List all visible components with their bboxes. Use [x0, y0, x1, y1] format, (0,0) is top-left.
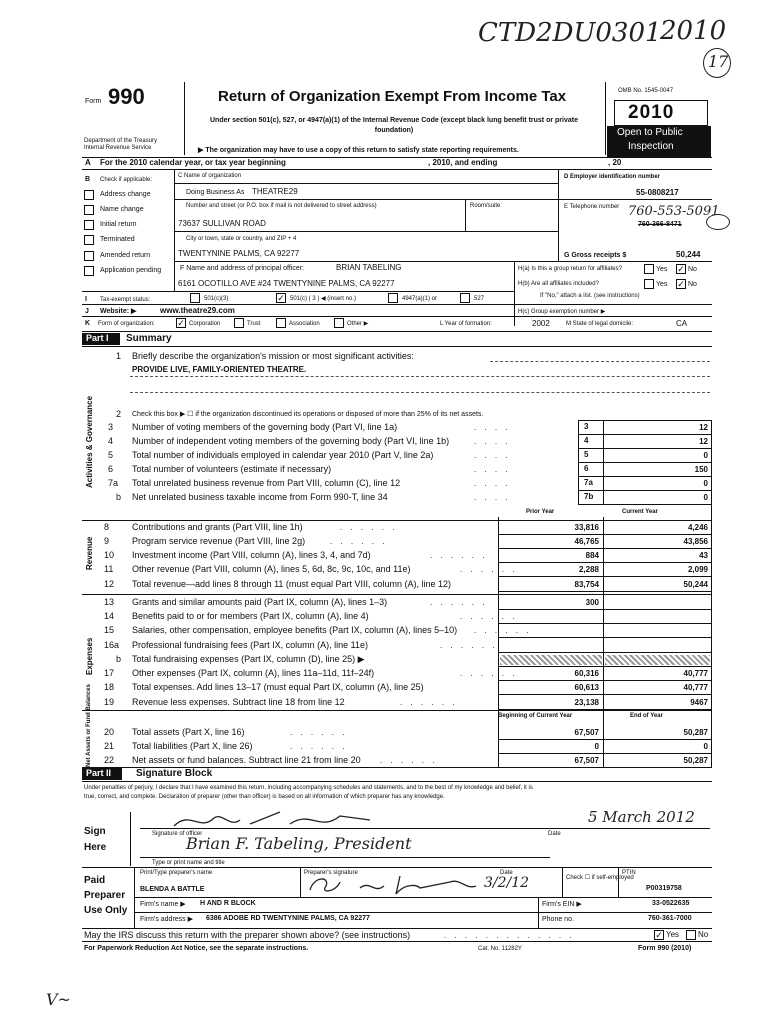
gross-receipts-value: 50,244	[676, 250, 701, 259]
revenue-line-current: 50,244	[683, 580, 708, 589]
revenue-line-text: Total revenue—add lines 8 through 11 (must equal Part VIII, column (A), line 12)	[132, 579, 451, 589]
discuss-dots: . . . . . . . . . . . . .	[444, 931, 575, 940]
revenue-line-prior: 884	[585, 551, 599, 560]
perjury-line1: Under penalties of perjury, I declare that I have examined this return, including accompanying schedules and statements, and to the best of my knowledge and belief, it is	[84, 785, 533, 791]
expense-line-text: Total fundraising expenses (Part IX, column (D), line 25) ▶	[132, 654, 365, 664]
line2-number: 2	[116, 409, 122, 419]
expense-line-current: 40,777	[683, 669, 708, 678]
type-name-label: Type or print name and title	[152, 860, 225, 866]
label-other: Other ▶	[347, 321, 369, 327]
checkbox-501c3[interactable]	[190, 293, 200, 303]
part2-tag: Part II	[86, 768, 112, 778]
officer-label: F Name and address of principal officer:	[180, 265, 304, 272]
gov-line-number: 6	[108, 464, 114, 474]
tax-year: 2010	[628, 102, 675, 123]
gross-receipts-label: G Gross receipts $	[564, 252, 627, 259]
label-527: 527	[474, 296, 485, 302]
handwritten-reference: CTD2DU0301	[478, 18, 662, 48]
corner-mark: V~	[46, 990, 71, 1009]
expense-line-number: 15	[104, 625, 115, 635]
label-501c3: 501(c)(3)	[204, 296, 229, 302]
net-asset-line-number: 21	[104, 741, 115, 751]
revenue-line-current: 2,099	[687, 565, 708, 574]
dba-label: Doing Business As	[186, 189, 245, 196]
checkbox-501c[interactable]: ✓	[277, 293, 285, 303]
gov-line-dots: . . . .	[474, 493, 511, 502]
ptin-label: PTIN	[622, 870, 636, 876]
label-initial-return: Initial return	[100, 221, 137, 228]
expense-line-prior: 300	[585, 598, 599, 607]
row-dots: . . . . . .	[330, 537, 388, 546]
website-label: Website: ▶	[100, 308, 137, 315]
gov-row-rule	[578, 504, 712, 505]
paid-label: Paid	[84, 875, 106, 886]
revenue-line-rule	[498, 562, 712, 563]
ein-value: 55-0808217	[636, 188, 679, 197]
gov-line-value: 12	[699, 423, 708, 432]
revenue-line-current: 43	[699, 551, 708, 560]
side-label-net-assets: Net Assets or Fund Balances	[86, 684, 92, 767]
year-formation-value: 2002	[532, 319, 550, 328]
gov-line-number: 3	[108, 422, 114, 432]
checkbox-initial-return[interactable]	[84, 220, 94, 230]
shaded-cell-current	[605, 655, 710, 665]
revenue-line-rule	[498, 576, 712, 577]
gov-line-value: 0	[703, 479, 708, 488]
revenue-line-number: 10	[104, 550, 115, 560]
dept-treasury: Department of the Treasury	[84, 138, 158, 144]
net-asset-line-number: 20	[104, 727, 115, 737]
net-asset-line-text: Total assets (Part X, line 16)	[132, 727, 245, 737]
section-b-label: Check if applicable:	[100, 177, 153, 183]
line-i-letter: I	[85, 296, 87, 303]
preparer-signature-label: Preparer's signature	[304, 870, 358, 876]
gov-row-rule	[578, 434, 712, 435]
expense-line-text: Revenue less expenses. Subtract line 18 from line 12	[132, 697, 345, 707]
line-a-letter: A	[85, 158, 91, 167]
col-end-year: End of Year	[630, 713, 663, 719]
form-footer: Form 990 (2010)	[638, 945, 692, 952]
open-to-public: Open to Public	[617, 127, 683, 138]
h-b-no: No	[688, 281, 697, 288]
circled-number-text: 17	[708, 52, 729, 71]
firm-address: 6386 ADOBE RD TWENTYNINE PALMS, CA 92277	[206, 915, 370, 922]
expense-line-number: 18	[104, 682, 115, 692]
paperwork-notice: For Paperwork Reduction Act Notice, see the separate instructions.	[84, 945, 309, 952]
gov-line-value: 0	[703, 493, 708, 502]
line-k-letter: K	[85, 320, 91, 327]
line-a-mid: , 2010, and ending	[428, 158, 498, 167]
mission-answer: PROVIDE LIVE, FAMILY-ORIENTED THEATRE.	[132, 365, 307, 374]
tax-exempt-label: Tax-exempt status:	[100, 297, 151, 303]
gov-row-rule	[578, 490, 712, 491]
row-dots: . . . . . .	[290, 742, 348, 751]
perjury-line2: true, correct, and complete. Declaration of preparer (other than officer) is based on all information of which preparer has any knowledge.	[84, 794, 445, 800]
gov-line-box-number: 6	[584, 464, 589, 473]
gov-line-box-number: 7a	[584, 478, 593, 487]
gov-line-value: 0	[703, 451, 708, 460]
h-a-no: No	[688, 266, 697, 273]
gov-line-dots: . . . .	[474, 437, 511, 446]
gov-line-dots: . . . .	[474, 451, 511, 460]
inspection: Inspection	[628, 141, 674, 152]
gov-line-number: 7a	[108, 478, 119, 488]
signature-date-label: Date	[548, 831, 561, 837]
gov-line-dots: . . . .	[474, 479, 511, 488]
row-dots: . . . . . .	[290, 728, 348, 737]
expense-line-prior: 60,613	[574, 683, 599, 692]
revenue-line-rule	[498, 591, 712, 592]
revenue-line-number: 9	[104, 536, 110, 546]
side-label-expenses: Expenses	[85, 637, 94, 675]
net-asset-line-rule	[498, 753, 712, 754]
expense-line-rule	[498, 609, 712, 610]
net-asset-line-current: 0	[703, 742, 708, 751]
city-value: TWENTYNINE PALMS, CA 92277	[178, 249, 300, 258]
h-c-label: H(c) Group exemption number ▶	[518, 309, 606, 315]
preparer-name-label: Print/Type preparer's name	[140, 870, 213, 876]
net-asset-line-rule	[498, 739, 712, 740]
self-employed-label: Check ☐ if self-employed	[566, 875, 634, 881]
state-domicile-value: CA	[676, 319, 688, 328]
col-prior-year: Prior Year	[526, 509, 555, 515]
expense-line-number: b	[116, 654, 122, 664]
officer-name: BRIAN TABELING	[336, 263, 402, 272]
gov-line-value: 12	[699, 437, 708, 446]
gov-line-text: Total number of volunteers (estimate if necessary)	[132, 464, 332, 474]
checkbox-trust[interactable]	[234, 318, 244, 328]
shaded-cell-prior	[500, 655, 602, 665]
gov-line-dots: . . . .	[474, 423, 511, 432]
h-a-label: H(a) Is this a group return for affiliates?	[518, 266, 622, 272]
expense-line-rule	[498, 637, 712, 638]
expense-line-number: 16a	[104, 640, 120, 650]
line1-text: Briefly describe the organization's mission or most significant activities:	[132, 351, 414, 361]
net-asset-line-text: Net assets or fund balances. Subtract line 21 from line 20	[132, 755, 361, 765]
revenue-line-rule	[498, 548, 712, 549]
checkbox-association[interactable]	[276, 318, 286, 328]
handwritten-phone: 760-553-5091	[628, 204, 720, 219]
gov-line-box-number: 5	[584, 450, 589, 459]
form-title: Return of Organization Exempt From Income Tax	[218, 88, 567, 105]
gov-line-box-number: 3	[584, 422, 589, 431]
part1-title: Summary	[126, 333, 172, 344]
row-dots: . . . . . .	[440, 641, 498, 650]
checkbox-corporation[interactable]: ✓	[177, 318, 185, 328]
label-application-pending: Application pending	[100, 267, 162, 274]
checkbox-other[interactable]	[334, 318, 344, 328]
net-asset-line-number: 22	[104, 755, 115, 765]
expense-line-text: Professional fundraising fees (Part IX, column (A), line 11e)	[132, 640, 368, 650]
h-b-yes-checkbox[interactable]	[644, 279, 654, 289]
row-dots: . . . . . .	[474, 626, 532, 635]
gov-row-rule	[578, 448, 712, 449]
telephone-struck: 760-366-8471	[638, 221, 682, 228]
state-notice: ▶ The organization may have to use a copy of this return to satisfy state reporting requirements.	[198, 147, 519, 154]
discuss-no: No	[698, 930, 709, 939]
form-subtitle: Under section 501(c), 527, or 4947(a)(1) of the Internal Revenue Code (except black lung benefit trust or private foundation)	[210, 117, 578, 134]
expense-line-text: Total expenses. Add lines 13–17 (must equal Part IX, column (A), line 25)	[132, 682, 424, 692]
firm-name-label: Firm's name ▶	[140, 901, 186, 908]
ein-label: D Employer identification number	[564, 174, 661, 180]
handwritten-initials-icon	[706, 214, 730, 230]
preparer-date-label: Date	[500, 870, 513, 876]
irs-label: Internal Revenue Service	[84, 145, 152, 151]
officer-printed-name: Brian F. Tabeling, President	[186, 834, 412, 853]
expense-line-text: Benefits paid to or for members (Part IX, column (A), line 4)	[132, 611, 369, 621]
expense-line-number: 17	[104, 668, 115, 678]
net-asset-line-current: 50,287	[683, 728, 708, 737]
website-value: www.theatre29.com	[160, 306, 235, 315]
form-label: Form	[85, 98, 102, 105]
net-asset-line-current: 50,287	[683, 756, 708, 765]
part1-tag: Part I	[86, 333, 109, 343]
firm-name: H AND R BLOCK	[200, 900, 256, 907]
net-asset-line-prior: 67,507	[574, 728, 599, 737]
revenue-line-number: 12	[104, 579, 115, 589]
revenue-line-text: Other revenue (Part VIII, column (A), lines 5, 6d, 8c, 9c, 10c, and 11e)	[132, 564, 411, 574]
checkbox-527[interactable]	[460, 293, 470, 303]
expense-line-rule	[498, 652, 712, 653]
city-label: City or town, state or country, and ZIP + 4	[186, 236, 297, 242]
street-label: Number and street (or P.O. box if mail is not delivered to street address)	[186, 203, 377, 209]
expense-line-rule	[498, 666, 712, 667]
gov-line-text: Net unrelated business taxable income from Form 990-T, line 34	[132, 492, 388, 502]
h-b-yes: Yes	[656, 281, 668, 288]
revenue-line-number: 8	[104, 522, 110, 532]
checkbox-amended-return[interactable]	[84, 251, 94, 261]
expense-line-rule	[498, 680, 712, 681]
revenue-line-number: 11	[104, 564, 114, 574]
expense-line-text: Salaries, other compensation, employee benefits (Part IX, column (A), lines 5–10)	[132, 625, 458, 635]
revenue-line-text: Investment income (Part VIII, column (A), lines 3, 4, and 7d)	[132, 550, 371, 560]
gov-box-left	[578, 420, 579, 504]
room-label: Room/suite	[470, 203, 501, 209]
label-name-change: Name change	[100, 206, 144, 213]
gov-line-dots: . . . .	[474, 465, 511, 474]
checkbox-terminated[interactable]	[84, 235, 94, 245]
telephone-label: E Telephone number	[564, 204, 620, 210]
h-b-note: If "No," attach a list. (see instructions)	[540, 293, 640, 299]
expense-line-prior: 23,138	[574, 698, 599, 707]
row-dots: . . . . . .	[380, 756, 438, 765]
label-association: Association	[289, 321, 320, 327]
revenue-line-prior: 33,816	[574, 523, 599, 532]
revenue-line-text: Program service revenue (Part VIII, line 2g)	[132, 536, 306, 546]
line-a-end: , 20	[608, 158, 622, 167]
line1-number: 1	[116, 351, 122, 361]
dba-value: THEATRE29	[252, 187, 298, 196]
gov-line-value: 150	[694, 465, 708, 474]
firm-ein-label: Firm's EIN ▶	[542, 901, 582, 908]
gov-line-number: 5	[108, 450, 114, 460]
gov-line-box-number: 4	[584, 436, 589, 445]
preparer-phone: 760-361-7000	[648, 915, 692, 922]
discuss-no-checkbox[interactable]	[686, 930, 696, 940]
expense-line-current: 40,777	[683, 683, 708, 692]
gov-line-text: Total number of individuals employed in calendar year 2010 (Part V, line 2a)	[132, 450, 434, 460]
row-dots: . . . . . .	[460, 669, 518, 678]
section-b-letter: B	[85, 176, 91, 183]
row-dots: . . . . . .	[460, 612, 518, 621]
state-domicile-label: M State of legal domicile:	[566, 321, 634, 327]
handwritten-year: 2010	[660, 16, 727, 46]
label-corporation: Corporation	[189, 321, 221, 327]
catalog-number: Cat. No. 11282Y	[478, 946, 522, 952]
form-of-org-label: Form of organization:	[98, 321, 155, 327]
discuss-question: May the IRS discuss this return with the preparer shown above? (see instructions)	[84, 930, 411, 940]
revenue-line-text: Contributions and grants (Part VIII, line 1h)	[132, 522, 303, 532]
expense-line-rule	[498, 623, 712, 624]
revenue-line-prior: 83,754	[574, 580, 599, 589]
expense-line-rule	[498, 694, 712, 695]
gov-line-text: Number of voting members of the governing body (Part VI, line 1a)	[132, 422, 398, 432]
org-name-label: C Name of organization	[178, 173, 242, 179]
gov-box-right	[603, 420, 604, 504]
discuss-yes: Yes	[666, 930, 680, 939]
ptin-value: P00319758	[646, 885, 682, 892]
sign-label: Sign	[84, 826, 106, 837]
row-dots: . . . . . .	[430, 551, 488, 560]
side-label-revenue: Revenue	[85, 536, 94, 570]
part2-title: Signature Block	[136, 768, 213, 779]
year-formation-label: L Year of formation:	[440, 321, 492, 327]
firm-address-label: Firm's address ▶	[140, 916, 194, 923]
gov-row-rule	[578, 462, 712, 463]
expense-line-text: Other expenses (Part IX, column (A), lines 11a–11d, 11f–24f)	[132, 668, 375, 678]
discuss-yes-checkbox[interactable]: ✓	[655, 930, 663, 940]
officer-address: 6161 OCOTILLO AVE #24 TWENTYNINE PALMS, CA 92277	[178, 279, 395, 288]
phone-label: Phone no.	[542, 916, 574, 923]
h-b-label: H(b) Are all affiliates included?	[518, 281, 599, 287]
checkbox-address-change[interactable]	[84, 190, 94, 200]
h-a-yes: Yes	[656, 266, 668, 273]
preparer-signature	[300, 870, 480, 898]
expense-line-number: 14	[104, 611, 115, 621]
signature-officer-label: Signature of officer	[152, 831, 203, 837]
checkbox-application-pending[interactable]	[84, 266, 94, 276]
expense-line-number: 19	[104, 697, 115, 707]
gov-line-box-number: 7b	[584, 492, 594, 501]
gov-row-rule	[578, 476, 712, 477]
line-j-letter: J	[85, 308, 89, 315]
row-dots: . . . . . .	[430, 598, 488, 607]
gov-top-rule	[578, 420, 712, 421]
line-a-text: For the 2010 calendar year, or tax year beginning	[100, 158, 286, 167]
expense-line-text: Grants and similar amounts paid (Part IX, column (A), lines 1–3)	[132, 597, 388, 607]
side-label-governance: Activities & Governance	[85, 395, 94, 488]
label-501c: 501(c) ( 3 ) ◀ (insert no.)	[290, 296, 356, 302]
line2-text: Check this box ▶ ☐ if the organization discontinued its operations or disposed of more than 25% of its net assets.	[132, 411, 484, 418]
expense-line-prior: 60,316	[574, 669, 599, 678]
form-number: 990	[108, 84, 145, 109]
h-b-no-checkbox[interactable]: ✓	[677, 279, 685, 289]
signature-date: 5 March 2012	[588, 808, 695, 826]
net-asset-line-text: Total liabilities (Part X, line 26)	[132, 741, 253, 751]
omb-number: OMB No. 1545-0047	[618, 88, 674, 94]
col-current-year: Current Year	[622, 509, 658, 515]
revenue-line-prior: 2,288	[578, 565, 599, 574]
firm-ein: 33-0522635	[652, 900, 690, 907]
here-label: Here	[84, 842, 107, 853]
gov-line-number: b	[116, 492, 122, 502]
checkbox-name-change[interactable]	[84, 205, 94, 215]
revenue-line-rule	[498, 534, 712, 535]
officer-signature	[170, 806, 390, 834]
net-asset-line-prior: 67,507	[574, 756, 599, 765]
row-dots: . . . . . .	[340, 523, 398, 532]
row-dots: . . . . . .	[400, 698, 458, 707]
h-a-yes-checkbox[interactable]	[644, 264, 654, 274]
preparer-name: BLENDA A BATTLE	[140, 886, 205, 893]
checkbox-4947[interactable]	[388, 293, 398, 303]
preparer-date: 3/2/12	[484, 875, 530, 891]
street-value: 73637 SULLIVAN ROAD	[178, 219, 266, 228]
label-trust: Trust	[247, 321, 261, 327]
col-beginning-year: Beginning of Current Year	[498, 713, 573, 719]
revenue-line-prior: 46,765	[574, 537, 599, 546]
label-terminated: Terminated	[100, 236, 135, 243]
label-address-change: Address change	[100, 191, 151, 198]
preparer-label: Preparer	[84, 890, 126, 901]
revenue-line-current: 4,246	[687, 523, 708, 532]
row-dots: . . . . . .	[460, 565, 518, 574]
label-4947: 4947(a)(1) or	[402, 296, 438, 302]
use-only-label: Use Only	[84, 905, 128, 916]
gov-line-number: 4	[108, 436, 114, 446]
expense-line-current: 9467	[690, 698, 708, 707]
revenue-line-current: 43,856	[683, 537, 708, 546]
net-asset-line-prior: 0	[594, 742, 599, 751]
expense-line-number: 13	[104, 597, 115, 607]
gov-line-text: Total unrelated business revenue from Part VIII, column (C), line 12	[132, 478, 401, 488]
h-a-no-checkbox[interactable]: ✓	[677, 264, 685, 274]
label-amended-return: Amended return	[100, 252, 151, 259]
gov-line-text: Number of independent voting members of the governing body (Part VI, line 1b)	[132, 436, 450, 446]
